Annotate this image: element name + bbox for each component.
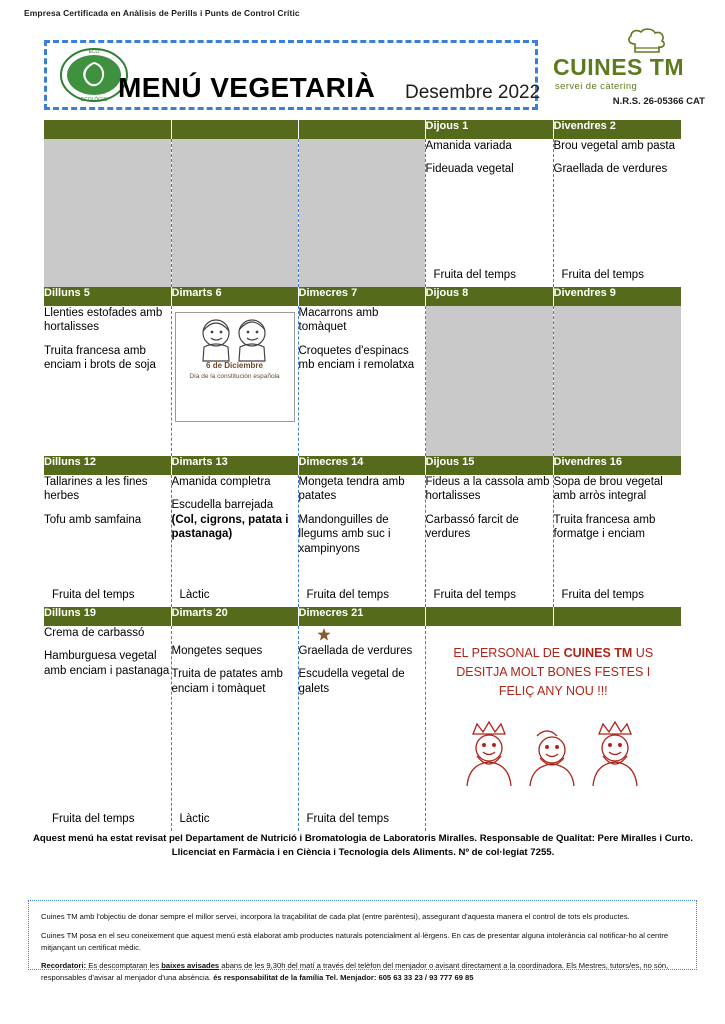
- menu-cell-empty: [425, 306, 553, 456]
- dish: Amanida variada: [425, 140, 512, 152]
- week-header-row: [44, 287, 681, 306]
- note-reminder: [41, 960, 684, 984]
- dish: Macarrons amb tomàquet: [298, 307, 379, 334]
- day-header: Divendres 2: [553, 120, 681, 139]
- dish-rich: Escudella barrejada (Col, cigrons, patata i pastanaga): [171, 499, 289, 541]
- day-header: [425, 607, 553, 626]
- dish: Graellada de verdures: [553, 163, 668, 176]
- week-header-row: [44, 607, 681, 626]
- month-label: Desembre 2022: [405, 82, 541, 103]
- week-header-row: [44, 120, 681, 139]
- note-reminder-c: responsables d'avisar al menjador d'una absència.: [41, 973, 214, 983]
- dessert: Fruita del temps: [561, 268, 644, 281]
- chef-hat-icon: [625, 28, 671, 54]
- menu-cell-empty: [44, 139, 171, 287]
- day-header: Dilluns 19: [44, 607, 171, 626]
- note-reminder-b: abans de les 9,30h del matí a través del telèfon del menjador o avisant directament a la coordinadora. Els Mestres, tutors/es, no són,: [219, 961, 669, 971]
- day-header: Dimarts 6: [171, 287, 298, 306]
- day-header: Dilluns 12: [44, 456, 171, 475]
- dish: Graellada de verdures: [298, 645, 413, 657]
- dish: Llenties estofades amb hortalisses: [44, 307, 163, 334]
- brand-subtitle: servei de càtering: [555, 81, 638, 92]
- children-drawing-icon: [176, 313, 292, 363]
- note-allergens: Cuines TM posa en el seu coneixement que aquest menú està elaborat amb productes naturals potencialment al·lèrgens. En cas de presentar alguna intolerància cal notificar-ho al centre mitjançant un certificat mèdic.: [41, 930, 669, 952]
- dessert: Fruita del temps: [52, 812, 135, 825]
- greeting-text: [426, 626, 682, 700]
- brand-block: [525, 28, 705, 92]
- dish: Truita francesa amb enciam i brots de soja: [44, 344, 156, 372]
- revision-line-2: Llicenciat en Farmàcia i en Ciència i Tecnologia dels Aliments. Nº de col·legiat 7255.: [171, 847, 555, 859]
- dessert: Fruita del temps: [433, 268, 516, 281]
- note-traceability: Cuines TM amb l'objectiu de donar sempre el millor servei, incorpora la traçabilitat de cada plat (entre parèntesi), assegurant d'aquesta manera el control de tots els productes.: [41, 912, 630, 921]
- dish: Brou vegetal amb pasta: [553, 140, 675, 152]
- note-reminder-a: Es descomptaran les: [86, 961, 162, 971]
- menu-calendar: [44, 120, 682, 831]
- day-header: [298, 120, 425, 139]
- menu-cell: [298, 306, 425, 456]
- greeting-line-1a: EL PERSONAL DE: [453, 646, 561, 660]
- dessert: Fruita del temps: [433, 588, 516, 601]
- menu-cell-empty: [553, 306, 681, 456]
- page-title: MENÚ VEGETARIÀ: [118, 72, 376, 103]
- week-row: [44, 475, 681, 607]
- greeting-line-2: DESITJA MOLT BONES FESTES I: [456, 664, 651, 679]
- day-header: Dimarts 20: [171, 607, 298, 626]
- greeting-line-1b: US: [635, 646, 654, 660]
- dish: Tallarines a les fines herbes: [44, 476, 148, 503]
- day-header: Dijous 1: [425, 120, 553, 139]
- dish: Truita de patates amb enciam i tomàquet: [171, 668, 283, 695]
- day-header: Dimecres 14: [298, 456, 425, 475]
- day-header: Dimecres 21: [298, 607, 425, 626]
- dessert: Fruita del temps: [561, 588, 644, 601]
- dessert: Fruita del temps: [306, 588, 389, 601]
- menu-cell-empty: [171, 139, 298, 287]
- day-header: Dimarts 13: [171, 456, 298, 475]
- dish: Escudella vegetal de galets: [298, 668, 405, 695]
- menu-cell: [553, 475, 681, 607]
- week-row: [44, 139, 681, 287]
- day-header: Dijous 8: [425, 287, 553, 306]
- constitution-day-illustration: [175, 312, 295, 422]
- svg-text:ECO: ECO: [88, 49, 100, 55]
- dish: Mandonguilles de llegums amb suc i xampinyons: [298, 513, 391, 555]
- day-header: Dijous 15: [425, 456, 553, 475]
- day-header: [44, 120, 171, 139]
- menu-cell: [553, 139, 681, 287]
- illustration-caption-date: 6 de Diciembre: [206, 361, 263, 370]
- dish: Truita francesa amb formatge i enciam: [553, 513, 656, 541]
- legal-notes-box: [28, 900, 697, 983]
- day-header: Dilluns 5: [44, 287, 171, 306]
- greeting-line-3: FELIÇ ANY NOU !!!: [498, 683, 608, 698]
- dish: Amanida completra: [171, 476, 271, 488]
- dish: Mongeta tendra amb patates: [298, 476, 405, 503]
- illustration-caption-text: Día de la constitución española: [189, 373, 280, 380]
- day-header: Divendres 9: [553, 287, 681, 306]
- dish: Fideuada vegetal: [425, 163, 514, 176]
- dessert: Làctic: [179, 812, 210, 825]
- week-row: [44, 626, 681, 831]
- dish: Croquetes d'espinacs mb enciam i remolatxa: [298, 344, 415, 372]
- week-row: [44, 306, 681, 456]
- dish: Hamburguesa vegetal amb enciam i pastanaga: [44, 650, 170, 677]
- menu-cell: [44, 306, 171, 456]
- menu-cell: [298, 475, 425, 607]
- dessert: Làctic: [179, 588, 210, 601]
- menu-cell: [425, 475, 553, 607]
- menu-cell: [425, 139, 553, 287]
- three-kings-icon: [451, 714, 656, 789]
- week-header-row: [44, 456, 681, 475]
- day-header: [171, 120, 298, 139]
- menu-cell: [171, 475, 298, 607]
- menu-cell-empty: [298, 139, 425, 287]
- note-reminder-label: Recordatori:: [41, 961, 87, 971]
- dish: Fideus a la cassola amb hortalisses: [425, 476, 550, 503]
- day-header: Dimecres 7: [298, 287, 425, 306]
- nrs-code: N.R.S. 26-05366 CAT: [612, 96, 705, 107]
- day-header: [553, 607, 681, 626]
- note-reminder-phone: Tel. Menjador: 605 63 33 23 / 93 777 69 85: [323, 973, 474, 983]
- dish: Sopa de brou vegetal amb arròs integral: [553, 476, 663, 503]
- brand-name: CUINES TM: [553, 54, 684, 80]
- revision-line-1: Aquest menú ha estat revisat pel Departament de Nutrició i Bromatologia de Laboratoris Miralles. Responsable de Qualitat: Pere Miralles i Curto.: [32, 833, 693, 844]
- star-icon: [317, 628, 331, 642]
- greeting-brand: CUINES TM: [563, 646, 633, 660]
- greeting-cell: [425, 626, 681, 831]
- svg-text:ECOLÒGIC: ECOLÒGIC: [80, 97, 108, 103]
- menu-cell: [44, 626, 171, 831]
- note-reminder-underline: baixes avisades: [161, 961, 220, 971]
- dish: Mongetes seques: [171, 645, 263, 657]
- menu-cell: [44, 475, 171, 607]
- revision-note: [28, 832, 698, 861]
- dessert: Fruita del temps: [52, 588, 135, 601]
- certification-line: Empresa Certificada en Anàlisis de Perills i Punts de Control Crític: [24, 8, 300, 18]
- dish: Crema de carbassó: [44, 627, 145, 639]
- note-reminder-bold: és responsabilitat de la família: [213, 973, 324, 983]
- dessert: Fruita del temps: [306, 812, 389, 825]
- dish: Carbassó farcit de verdures: [425, 513, 519, 541]
- dish: Tofu amb samfaina: [44, 513, 142, 526]
- menu-cell: [171, 626, 298, 831]
- menu-cell-illustration: [171, 306, 298, 456]
- menu-cell: [298, 626, 425, 831]
- day-header: Divendres 16: [553, 456, 681, 475]
